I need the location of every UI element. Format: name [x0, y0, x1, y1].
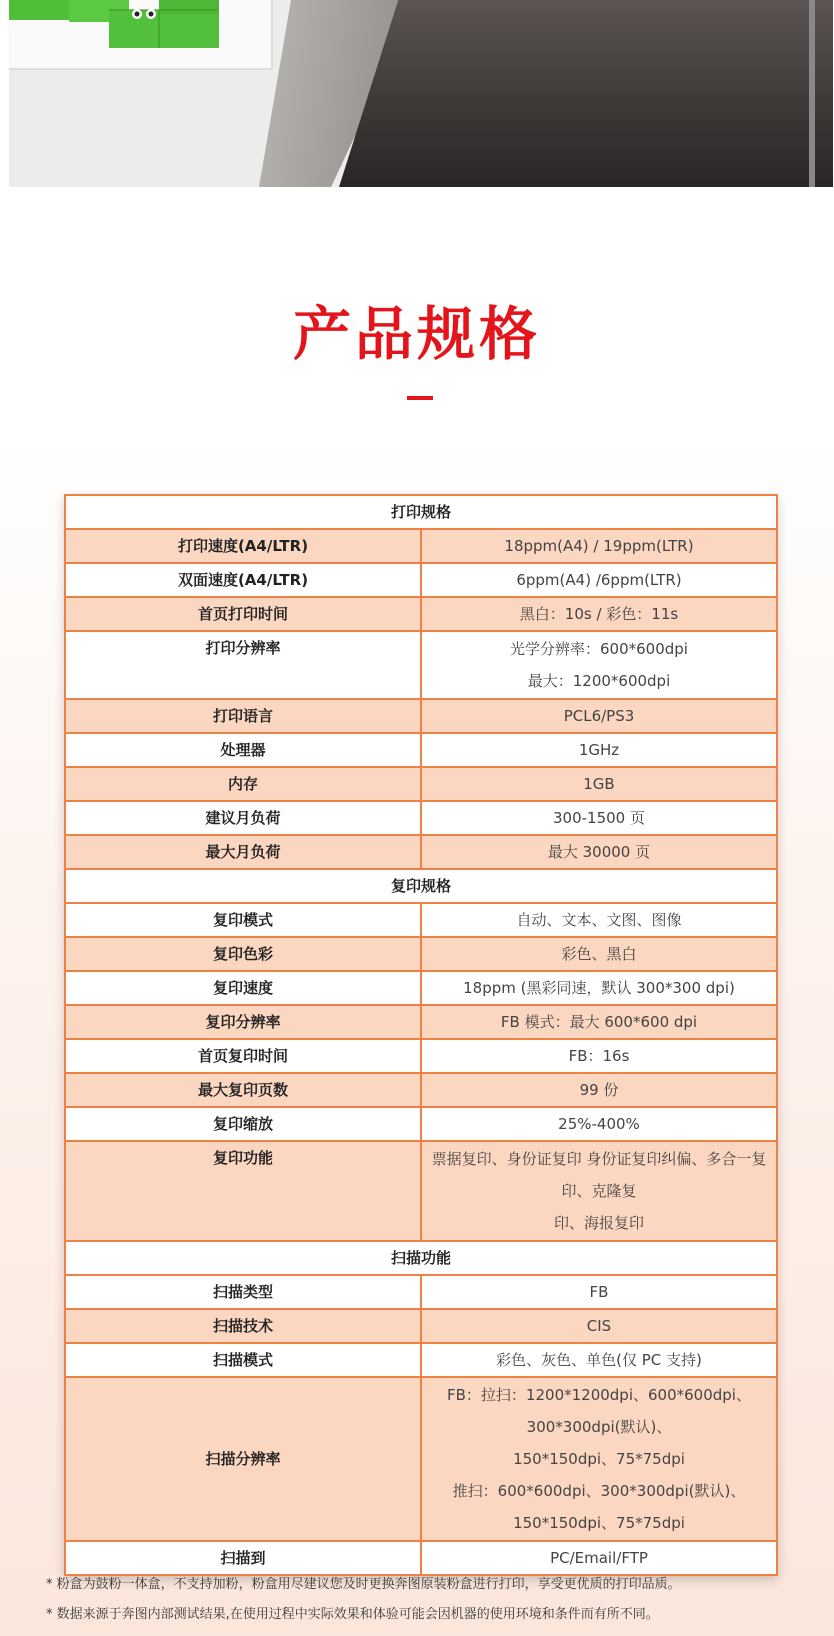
spec-value-line: FB [589, 1283, 609, 1301]
table-row [65, 801, 777, 835]
spec-value-line: 彩色、黑白 [561, 945, 637, 963]
table-row [65, 1309, 777, 1343]
spec-value [421, 1073, 777, 1107]
spec-label: 打印速度(A4/LTR) [65, 529, 421, 563]
spec-value-line: 150*150dpi、75*75dpi [513, 1450, 685, 1468]
spec-label: 打印语言 [65, 699, 421, 733]
spec-value [421, 699, 777, 733]
spec-value-line: FB：拉扫：1200*1200dpi、600*600dpi、300*300dpi(默认)、 [447, 1386, 751, 1436]
footnotes [46, 1570, 826, 1630]
table-row [65, 1343, 777, 1377]
spec-label: 复印功能 [65, 1141, 421, 1241]
spec-value-line: 最大：1200*600dpi [527, 672, 671, 690]
section-header: 打印规格 [65, 495, 777, 529]
table-row [65, 631, 777, 699]
table-row [65, 1377, 777, 1541]
spec-value-line: 1GHz [578, 741, 620, 759]
spec-value-line: 25%-400% [558, 1115, 640, 1133]
hero-edge [809, 0, 815, 187]
spec-label: 扫描类型 [65, 1275, 421, 1309]
spec-value [421, 1141, 777, 1241]
spec-value [421, 597, 777, 631]
spec-label: 打印分辨率 [65, 631, 421, 699]
spec-label: 复印模式 [65, 903, 421, 937]
spec-label: 首页复印时间 [65, 1039, 421, 1073]
spec-label: 双面速度(A4/LTR) [65, 563, 421, 597]
spec-value [421, 1377, 777, 1541]
section-header-row [65, 495, 777, 529]
spec-value [421, 835, 777, 869]
spec-value-line: 推扫：600*600dpi、300*300dpi(默认)、150*150dpi、75*75dpi [452, 1482, 746, 1532]
spec-value-line: FB 模式：最大 600*600 dpi [500, 1013, 698, 1031]
spec-value-line: 最大 30000 页 [547, 843, 651, 861]
spec-label: 扫描到 [65, 1541, 421, 1575]
spec-value [421, 529, 777, 563]
footnote-2: * 数据来源于奔图内部测试结果,在使用过程中实际效果和体验可能会因机器的使用环境和条件而有所不同。 [46, 1607, 659, 1622]
spec-value-line: 彩色、灰色、单色(仅 PC 支持) [496, 1351, 702, 1369]
spec-label: 复印分辨率 [65, 1005, 421, 1039]
spec-label: 内存 [65, 767, 421, 801]
spec-label: 处理器 [65, 733, 421, 767]
table-row [65, 1275, 777, 1309]
table-row [65, 1005, 777, 1039]
title-underline [407, 396, 433, 400]
spec-value-line: 1GB [583, 775, 615, 793]
spec-value [421, 1309, 777, 1343]
table-row [65, 529, 777, 563]
spec-label: 最大月负荷 [65, 835, 421, 869]
table-row [65, 1141, 777, 1241]
spec-value-line: 黑白：10s / 彩色：11s [519, 605, 679, 623]
spec-label: 扫描模式 [65, 1343, 421, 1377]
spec-label: 扫描分辨率 [65, 1377, 421, 1541]
table-row [65, 1107, 777, 1141]
table-row [65, 903, 777, 937]
spec-value [421, 767, 777, 801]
spec-value-line: 光学分辨率：600*600dpi [510, 640, 688, 658]
spec-value [421, 1275, 777, 1309]
section-header: 扫描功能 [65, 1241, 777, 1275]
spec-value [421, 903, 777, 937]
table-row [65, 971, 777, 1005]
footnote-1: * 粉盒为鼓粉一体盒，不支持加粉，粉盒用尽建议您及时更换奔图原装粉盒进行打印，享受更优质的打印品质。 [46, 1577, 681, 1592]
spec-value [421, 1343, 777, 1377]
spec-value-line: 99 份 [579, 1081, 619, 1099]
table-row [65, 699, 777, 733]
spec-label: 复印速度 [65, 971, 421, 1005]
spec-label: 复印缩放 [65, 1107, 421, 1141]
spec-value-line: 票据复印、身份证复印 身份证复印纠偏、多合一复印、克隆复 [431, 1150, 767, 1200]
table-row [65, 563, 777, 597]
spec-label: 建议月负荷 [65, 801, 421, 835]
spec-value [421, 631, 777, 699]
section-header-row [65, 869, 777, 903]
spec-value-line: PCL6/PS3 [563, 707, 635, 725]
spec-value [421, 971, 777, 1005]
spec-value [421, 801, 777, 835]
table-row [65, 835, 777, 869]
hero-photo [9, 0, 833, 187]
spec-value-line: CIS [586, 1317, 612, 1335]
table-row [65, 597, 777, 631]
spec-value-line: FB：16s [568, 1047, 630, 1065]
table-row [65, 1039, 777, 1073]
frog-papercraft-icon [9, 0, 229, 58]
table-row [65, 1073, 777, 1107]
spec-value [421, 1039, 777, 1073]
spec-value [421, 563, 777, 597]
hero-dark-panel [339, 0, 833, 187]
section-header: 复印规格 [65, 869, 777, 903]
spec-value-line: 印、海报复印 [553, 1214, 644, 1232]
spec-table [64, 494, 778, 1576]
spec-value [421, 1107, 777, 1141]
spec-value [421, 1005, 777, 1039]
table-row [65, 733, 777, 767]
section-header-row [65, 1241, 777, 1275]
spec-value-line: 300-1500 页 [553, 809, 645, 827]
spec-label: 扫描技术 [65, 1309, 421, 1343]
spec-value-line: 18ppm (黑彩同速，默认 300*300 dpi) [463, 979, 735, 997]
spec-value-line: PC/Email/FTP [550, 1549, 648, 1567]
spec-value [421, 733, 777, 767]
spec-value-line: 18ppm(A4) / 19ppm(LTR) [504, 537, 694, 555]
spec-label: 复印色彩 [65, 937, 421, 971]
table-row [65, 937, 777, 971]
spec-value-line: 6ppm(A4) /6ppm(LTR) [516, 571, 682, 589]
spec-label: 最大复印页数 [65, 1073, 421, 1107]
spec-value-line: 自动、文本、文图、图像 [516, 911, 682, 929]
table-row [65, 767, 777, 801]
spec-label: 首页打印时间 [65, 597, 421, 631]
page-title: 产品规格 [292, 300, 541, 368]
spec-value [421, 937, 777, 971]
